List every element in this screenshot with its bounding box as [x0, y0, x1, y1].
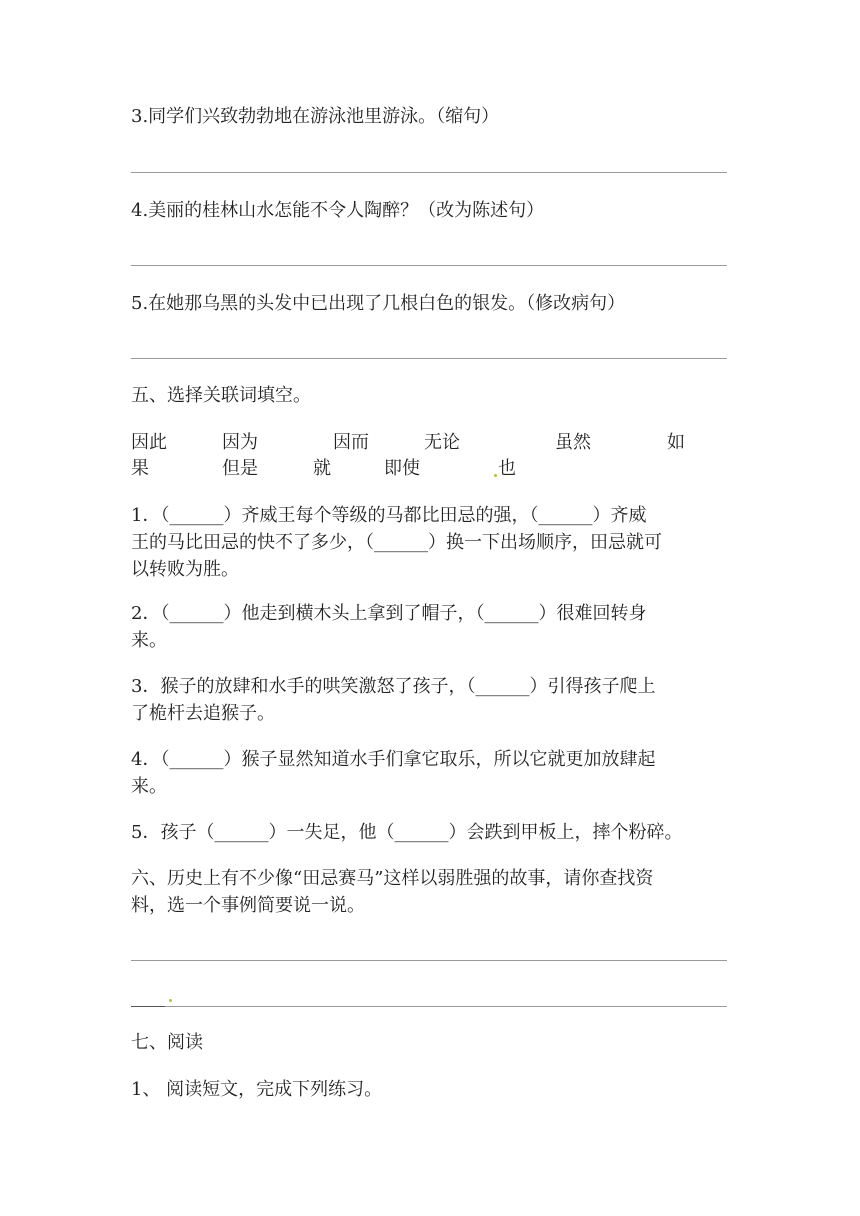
- section-5-title: 五、选择关联词填空。: [131, 385, 311, 406]
- word-bank-item: 就: [313, 458, 331, 479]
- word-bank-item: 即使: [384, 458, 420, 479]
- answer-line-4[interactable]: [131, 265, 727, 266]
- s5-question-1-line1: 1．（______）齐威王每个等级的马都比田忌的强，（______）齐威: [131, 505, 647, 526]
- section-6-prompt-line1: 六、历史上有不少像“田忌赛马”这样以弱胜强的故事，请你查找资: [131, 868, 654, 889]
- stray-mark: [169, 999, 172, 1002]
- section-7-title: 七、阅读: [131, 1032, 203, 1053]
- s5-question-2-line1: 2．（______）他走到横木头上拿到了帽子，（______）很难回转身: [131, 603, 647, 624]
- s5-question-4-line1: 4．（______）猴子显然知道水手们拿它取乐，所以它就更加放肆起: [131, 749, 656, 770]
- s5-question-3-line1: 3．猴子的放肆和水手的哄笑激怒了孩子，（______）引得孩子爬上: [131, 676, 656, 697]
- word-bank-item: 因而: [333, 432, 369, 453]
- question-5-fix-sentence: 5.在她那乌黑的头发中已出现了几根白色的银发。（修改病句）: [131, 293, 626, 314]
- word-bank-item: 果: [131, 458, 149, 479]
- question-4-declarative: 4.美丽的桂林山水怎能不令人陶醉？（改为陈述句）: [131, 200, 545, 221]
- s5-question-4-line2: 来。: [131, 776, 167, 797]
- s5-question-1-line2: 王的马比田忌的快不了多少，（______）换一下出场顺序，田忌就可: [131, 532, 662, 553]
- word-bank-item: 但是: [222, 458, 258, 479]
- answer-line-6b[interactable]: [131, 1006, 727, 1007]
- word-bank-item: 因此: [131, 432, 167, 453]
- word-bank-item: 如: [667, 432, 685, 453]
- section-6-prompt-line2: 料，选一个事例简要说一说。: [131, 895, 365, 916]
- section-7-subitem-1: 1、 阅读短文，完成下列练习。: [131, 1079, 383, 1100]
- s5-question-1-line3: 以转败为胜。: [131, 559, 239, 580]
- question-3-shorten: 3.同学们兴致勃勃地在游泳池里游泳。（缩句）: [131, 106, 500, 127]
- answer-line-6a[interactable]: [131, 960, 727, 961]
- word-bank-item: 虽然: [555, 432, 591, 453]
- word-bank-item: 因为: [222, 432, 258, 453]
- answer-line-3[interactable]: [131, 172, 727, 173]
- s5-question-5: 5．孩子（______）一失足，他（______）会跌到甲板上，摔个粉碎。: [131, 822, 683, 843]
- s5-question-2-line2: 来。: [131, 630, 167, 651]
- s5-question-3-line2: 了桅杆去追猴子。: [131, 703, 275, 724]
- word-bank-item: 也: [498, 458, 516, 479]
- stray-mark: [494, 474, 497, 477]
- answer-line-5[interactable]: [131, 358, 727, 359]
- word-bank-item: 无论: [424, 432, 460, 453]
